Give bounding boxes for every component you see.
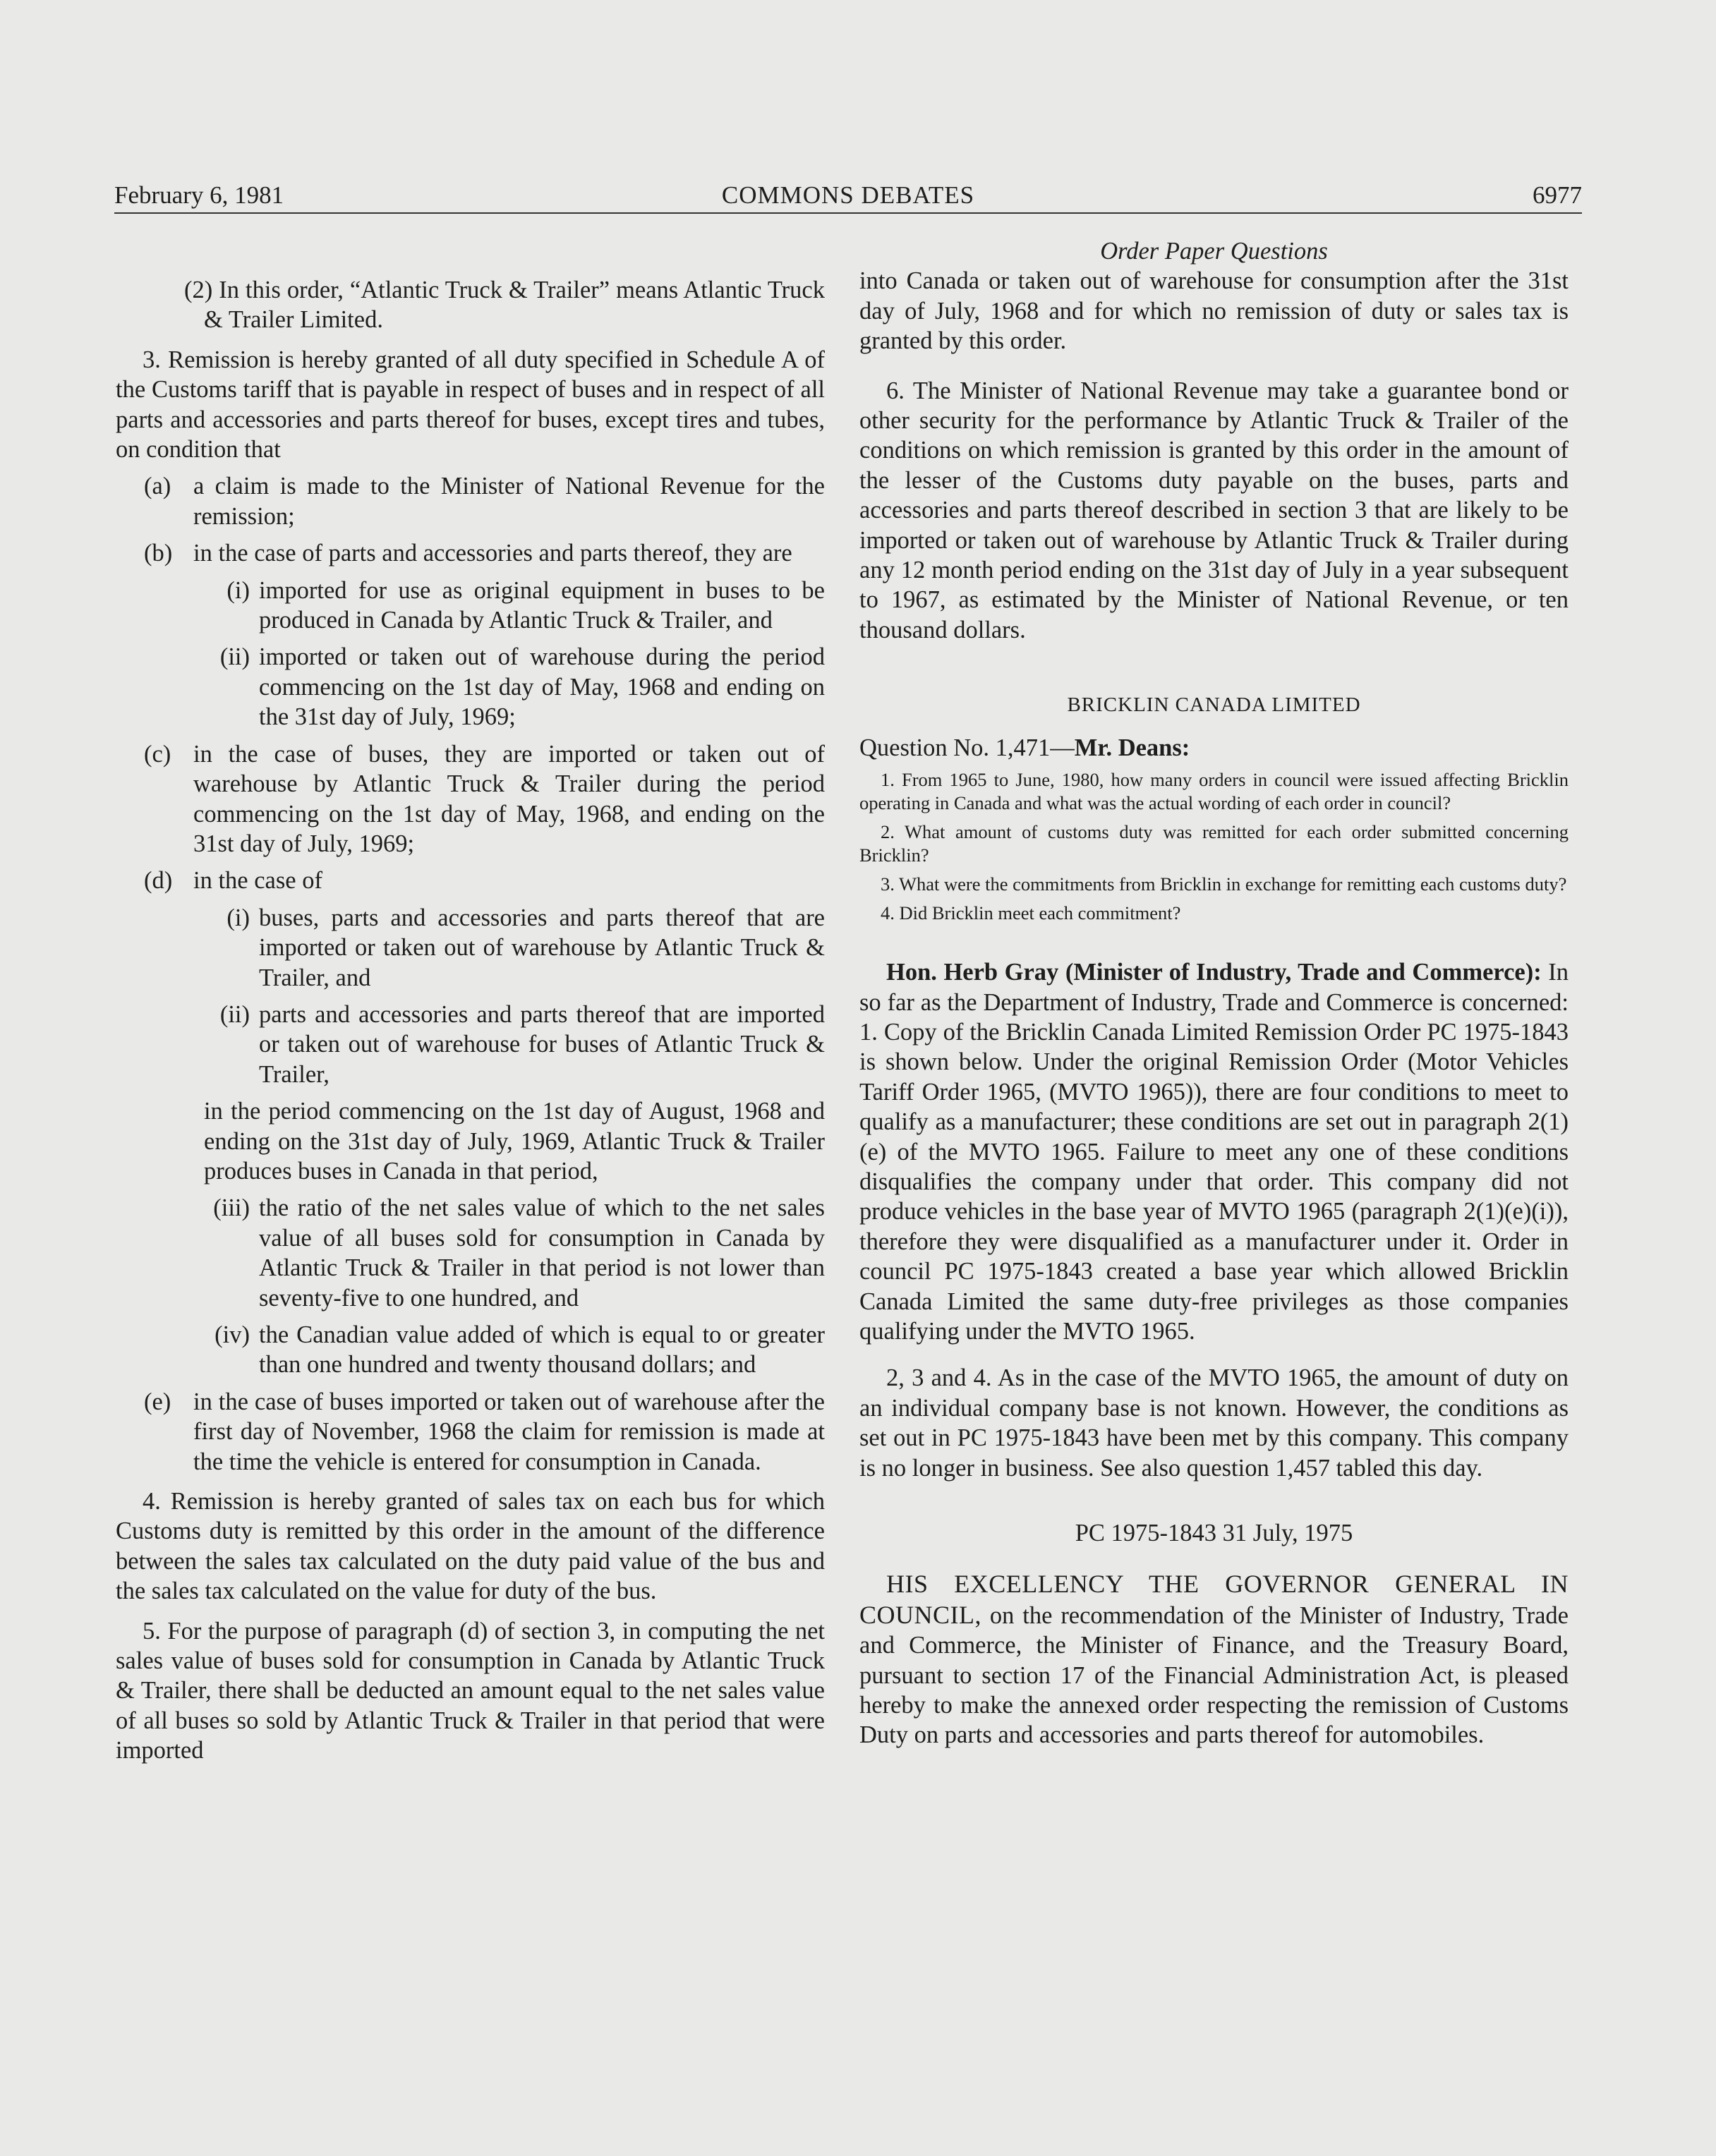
- order-preamble: [859, 1569, 1569, 1750]
- clause-text: in the case of buses, they are imported or taken out of warehouse by Atlantic Truck & Trailer during the period commencing on the 1st day of May, 1968, and ending on the 31st day of July, 1969;: [193, 740, 825, 857]
- clause-d-i: [116, 903, 825, 993]
- header-title: COMMONS DEBATES: [721, 181, 975, 209]
- header-page-number: 6977: [1533, 181, 1582, 209]
- header-rule: [114, 212, 1582, 214]
- left-column: [116, 236, 825, 1766]
- subclause-label: (ii): [219, 1000, 250, 1028]
- question-item-4: 4. Did Bricklin meet each commitment?: [881, 902, 1181, 924]
- subclause-text: imported for use as original equipment in buses to be produced in Canada by Atlantic Truck & Trailer, and: [259, 576, 825, 634]
- clause-text: in the case of buses imported or taken out of warehouse after the first day of November, 1968 the claim for remission is made at the time the vehicle is entered for consumption in Canada.: [193, 1388, 825, 1475]
- subclause-text: parts and accessories and parts thereof that are imported or taken out of warehouse for buses of Atlantic Truck & Trailer,: [259, 1000, 825, 1088]
- clause-label: (b): [144, 540, 173, 567]
- section-heading: BRICKLIN CANADA LIMITED: [1067, 694, 1361, 717]
- question-item-3: 3. What were the commitments from Bricklin in exchange for remitting each customs duty?: [881, 873, 1567, 895]
- subclause-label: (i): [226, 904, 250, 931]
- section-5-continuation: into Canada or taken out of warehouse for consumption after the 31st day of July, 1968 and for which no remission of duty or sales tax is granted by this order.: [859, 267, 1569, 355]
- clause-label: (a): [144, 473, 171, 500]
- subclause-label: (ii): [219, 643, 250, 671]
- clause-text: in the case of: [193, 867, 322, 895]
- clause-d-ii: [116, 1000, 825, 1089]
- clause-label: (e): [144, 1388, 171, 1415]
- clause-text: a claim is made to the Minister of National Revenue for the remission;: [193, 473, 825, 530]
- question-heading: [859, 733, 1569, 763]
- section-3-paragraph: 3. Remission is hereby granted of all duty specified in Schedule A of the Customs tariff that is payable in respect of buses and in respect of all parts and accessories and parts thereof for buses, except tires and tubes, on condition that: [116, 346, 825, 464]
- clause-b: [116, 538, 825, 568]
- subclause-label: (iii): [213, 1194, 250, 1222]
- question-number: Question No. 1,471—: [859, 734, 1075, 761]
- right-column: [859, 236, 1569, 1750]
- page-header: [114, 178, 1582, 212]
- order-preamble-caps: HIS EXCELLENCY THE GOVERNOR GENERAL IN COUNCIL,: [859, 1570, 1569, 1629]
- answer-paragraph-2: 2, 3 and 4. As in the case of the MVTO 1965, the amount of duty on an individual company base is not known. However, the conditions as set out in PC 1975-1843 have been met by this company. This company is no longer in business. See also question 1,457 tabled this day.: [859, 1364, 1569, 1482]
- section-5-paragraph: 5. For the purpose of paragraph (d) of section 3, in computing the net sales value of buses sold for consumption in Canada by Atlantic Truck & Trailer, there shall be deducted an amount equal to the net sales value of all buses so sold by Atlantic Truck & Trailer in that period that were imported: [116, 1617, 825, 1764]
- clause-d-iii: [116, 1193, 825, 1313]
- clause-label: (d): [144, 867, 173, 895]
- clause-b-ii: [116, 642, 825, 732]
- subclause-label: (i): [226, 576, 250, 604]
- clause-d-continuation: in the period commencing on the 1st day of August, 1968 and ending on the 31st day of July, 1969, Atlantic Truck & Trailer produces buses in Canada in that period,: [204, 1098, 825, 1185]
- question-item-1: 1. From 1965 to June, 1980, how many orders in council were issued affecting Bricklin operating in Canada and what was the actual wording of each order in council?: [859, 769, 1569, 814]
- order-preamble-text: on the recommendation of the Minister of Industry, Trade and Commerce, the Minister of Finance, and the Treasury Board, pursuant to section 17 of the Financial Administration Act, is pleased hereby to make the annexed order respecting the remission of Customs Duty on parts and accessories and parts thereof for automobiles.: [859, 1601, 1569, 1749]
- clause-e: [116, 1387, 825, 1477]
- definition-paragraph: (2) In this order, “Atlantic Truck & Trailer” means Atlantic Truck & Trailer Limited.: [184, 277, 825, 334]
- section-6-paragraph: 6. The Minister of National Revenue may take a guarantee bond or other security for the performance by Atlantic Truck & Trailer of the conditions on which remission is granted by this order in the amount of the lesser of the Customs duty payable on the buses, parts and accessories and parts thereof described in section 3 that are likely to be imported or taken out of warehouse by Atlantic Truck & Trailer during any 12 month period ending on the 31st day of July in a year subsequent to 1967, as estimated by the Minister of National Revenue, or ten thousand dollars.: [859, 377, 1569, 643]
- answer-paragraph: [859, 957, 1569, 1346]
- clause-d: [116, 866, 825, 895]
- clause-d-iv: [116, 1320, 825, 1380]
- clause-label: (c): [144, 740, 171, 768]
- order-heading: PC 1975-1843 31 July, 1975: [1075, 1520, 1353, 1546]
- header-date: February 6, 1981: [114, 181, 284, 209]
- question-member: Mr. Deans:: [1074, 734, 1190, 761]
- subclause-text: buses, parts and accessories and parts thereof that are imported or taken out of warehouse by Atlantic Truck & Trailer, and: [259, 904, 825, 991]
- answer-speaker: Hon. Herb Gray (Minister of Industry, Trade and Commerce):: [886, 959, 1542, 986]
- answer-text: In so far as the Department of Industry, Trade and Commerce is concerned: 1. Copy of the Bricklin Canada Limited Remission Order PC 1975-1843 is shown below. Under the original Remission Order (Motor Vehicles Tariff Order 1965, (MVTO 1965)), there are four conditions to meet to qualify as a manufacturer; these conditions are set out in paragraph 2(1)(e) of the MVTO 1965. Failure to meet any one of these conditions disqualifies the company under that order. This company did not produce vehicles in the base year of MVTO 1965 (paragraph 2(1)(e)(i)), therefore they were disqualified as a manufacturer under it. Order in council PC 1975-1843 created a base year which allowed Bricklin Canada Limited the same duty-free privileges as those companies qualifying under the MVTO 1965.: [859, 959, 1569, 1345]
- subclause-label: (iv): [214, 1321, 250, 1348]
- clause-text: in the case of parts and accessories and parts thereof, they are: [193, 540, 792, 567]
- subclause-text: the ratio of the net sales value of which to the net sales value of all buses sold for consumption in Canada by Atlantic Truck & Trailer in that period is not lower than seventy-five to one hundred, and: [259, 1194, 825, 1312]
- clause-a: [116, 471, 825, 531]
- clause-c: [116, 739, 825, 859]
- section-4-paragraph: 4. Remission is hereby granted of sales tax on each bus for which Customs duty is remitted by this order in the amount of the difference between the sales tax calculated on the duty paid value of the bus and the sales tax calculated on the value for duty of the bus.: [116, 1488, 825, 1605]
- clause-b-i: [116, 576, 825, 636]
- running-head: Order Paper Questions: [1100, 238, 1328, 265]
- subclause-text: imported or taken out of warehouse during the period commencing on the 1st day of May, 1968 and ending on the 31st day of July, 1969;: [259, 643, 825, 731]
- question-item-2: 2. What amount of customs duty was remitted for each order submitted concerning Bricklin?: [859, 821, 1569, 866]
- subclause-text: the Canadian value added of which is equal to or greater than one hundred and twenty thousand dollars; and: [259, 1321, 825, 1379]
